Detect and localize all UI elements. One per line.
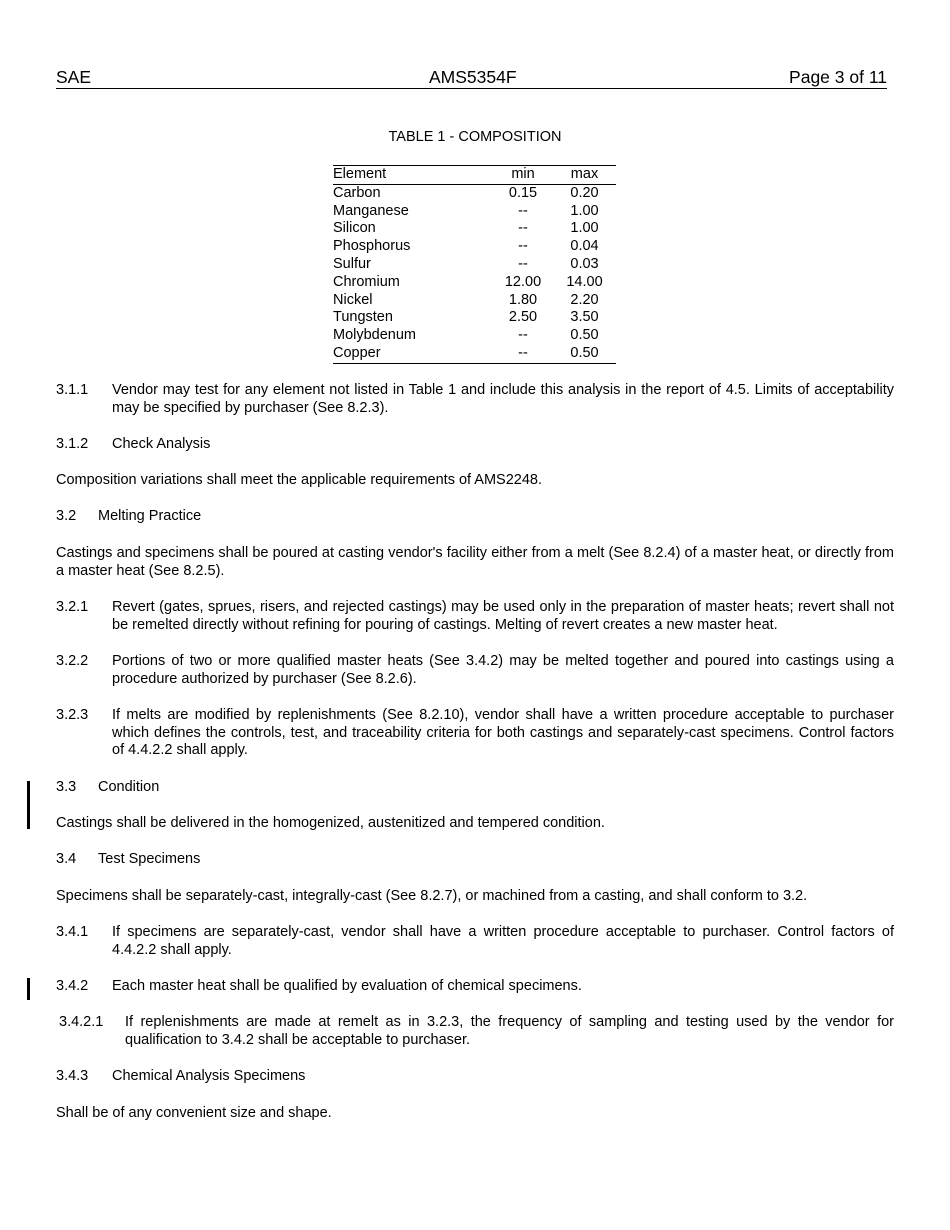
cell-min: 12.00 <box>504 273 542 290</box>
revision-change-bar <box>27 978 30 1000</box>
cell-min: 1.80 <box>508 291 538 308</box>
table-row <box>333 309 616 327</box>
section-text: If specimens are separately-cast, vendor shall have a written procedure acceptable to purchaser. Control factors of 4.4.2.2 shall apply. <box>112 924 894 958</box>
cell-max: 14.00 <box>566 273 603 290</box>
section-title: Condition <box>98 779 160 795</box>
cell-min: 0.15 <box>508 184 538 201</box>
section-heading-3-1-2 <box>56 436 210 454</box>
cell-min: -- <box>518 202 528 219</box>
table-row <box>333 345 616 363</box>
section-text: Each master heat shall be qualified by evaluation of chemical specimens. <box>112 978 582 994</box>
cell-max: 3.50 <box>570 309 599 326</box>
section-heading-3-4-3 <box>56 1068 305 1086</box>
cell-max: 0.20 <box>570 184 599 201</box>
section-3-4-2 <box>56 978 894 996</box>
section-3-2-2 <box>56 653 894 688</box>
section-heading-3-3 <box>56 779 159 797</box>
cell-element: Carbon <box>333 184 381 201</box>
section-text: Portions of two or more qualified master heats (See 3.4.2) may be melted together and poured into castings using a procedure authorized by purchaser (See 8.2.6). <box>112 653 894 687</box>
section-3-2-3 <box>56 707 894 760</box>
cell-min: 2.50 <box>508 309 538 326</box>
table-header-row <box>333 166 616 185</box>
section-number: 3.2.2 <box>56 653 89 669</box>
cell-element: Manganese <box>333 202 409 219</box>
paragraph-test-specimens: Specimens shall be separately-cast, integrally-cast (See 8.2.7), or machined from a casting, and shall conform to 3.2. <box>56 888 808 904</box>
table-row <box>333 274 616 292</box>
section-3-2-1 <box>56 599 894 634</box>
cell-max: 0.50 <box>570 344 599 361</box>
cell-element: Copper <box>333 344 381 361</box>
paragraph-chemical-analysis-specimens: Shall be of any convenient size and shape. <box>56 1105 332 1121</box>
cell-min: -- <box>518 344 528 361</box>
cell-element: Chromium <box>333 273 400 290</box>
paragraph-melting-practice: Castings and specimens shall be poured at casting vendor's facility either from a melt (See 8.2.4) of a master heat, or directly from a master heat (See 8.2.5). <box>56 545 894 579</box>
table-row <box>333 203 616 221</box>
section-number: 3.4.3 <box>56 1068 89 1084</box>
table-row <box>333 220 616 238</box>
table-row <box>333 184 616 202</box>
cell-element: Molybdenum <box>333 327 417 344</box>
section-title: Test Specimens <box>98 851 201 867</box>
cell-max: 0.50 <box>570 327 599 344</box>
section-number: 3.1.1 <box>56 382 89 398</box>
cell-min: -- <box>518 238 528 255</box>
section-number: 3.1.2 <box>56 436 89 452</box>
section-number: 3.2.1 <box>56 599 89 615</box>
section-title: Chemical Analysis Specimens <box>112 1068 306 1084</box>
section-number: 3.4.1 <box>56 924 89 940</box>
revision-change-bar <box>27 781 30 829</box>
section-number: 3.4.2.1 <box>59 1014 104 1030</box>
section-number: 3.2 <box>56 508 77 524</box>
section-3-4-1 <box>56 924 894 959</box>
header-doc-id: AMS5354F <box>429 67 517 87</box>
section-text: Vendor may test for any element not listed in Table 1 and include this analysis in the report of 4.5. Limits of acceptability may be specified by purchaser (See 8.2.3). <box>112 382 894 416</box>
section-3-4-2-1 <box>56 1014 894 1049</box>
paragraph-check-analysis: Composition variations shall meet the applicable requirements of AMS2248. <box>56 472 543 488</box>
cell-max: 1.00 <box>570 202 599 219</box>
section-3-1-1 <box>56 382 894 417</box>
cell-min: -- <box>518 327 528 344</box>
cell-max: 0.03 <box>570 255 599 272</box>
section-text: If replenishments are made at remelt as in 3.2.3, the frequency of sampling and testing used by the vendor for qualification to 3.4.2 shall be acceptable to purchaser. <box>125 1014 894 1048</box>
section-text: If melts are modified by replenishments (See 8.2.10), vendor shall have a written procedure acceptable to purchaser which defines the controls, test, and traceability criteria for both castings and separately-cast specimens. Control factors of 4.4.2.2 shall apply. <box>112 707 894 758</box>
cell-element: Nickel <box>333 291 373 308</box>
column-header-element: Element <box>333 166 493 185</box>
section-number: 3.3 <box>56 779 77 795</box>
section-heading-3-4 <box>56 851 200 869</box>
cell-max: 0.04 <box>570 238 599 255</box>
header-page-number: Page 3 of 11 <box>789 67 887 87</box>
cell-max: 1.00 <box>570 220 599 237</box>
table-row <box>333 292 616 310</box>
composition-table <box>333 165 616 364</box>
cell-element: Tungsten <box>333 309 393 326</box>
table-row <box>333 327 616 345</box>
section-number: 3.4.2 <box>56 978 89 994</box>
page-header <box>56 66 887 89</box>
header-org: SAE <box>56 67 92 87</box>
column-header-min: min <box>493 166 553 185</box>
cell-min: -- <box>518 220 528 237</box>
cell-min: -- <box>518 255 528 272</box>
table-row <box>333 256 616 274</box>
cell-max: 2.20 <box>570 291 599 308</box>
column-header-max: max <box>553 166 616 185</box>
cell-element: Sulfur <box>333 255 371 272</box>
table-row <box>333 238 616 256</box>
section-number: 3.2.3 <box>56 707 89 723</box>
section-title: Check Analysis <box>112 436 211 452</box>
section-heading-3-2 <box>56 508 201 526</box>
table-title: TABLE 1 - COMPOSITION <box>388 129 562 145</box>
section-number: 3.4 <box>56 851 77 867</box>
section-title: Melting Practice <box>98 508 202 524</box>
cell-element: Phosphorus <box>333 238 411 255</box>
cell-element: Silicon <box>333 220 376 237</box>
paragraph-condition: Castings shall be delivered in the homogenized, austenitized and tempered condition. <box>56 815 605 831</box>
section-text: Revert (gates, sprues, risers, and rejected castings) may be used only in the preparation of master heats; revert shall not be remelted directly without refining for pouring of castings. Melting of revert creates a new master heat. <box>112 599 894 633</box>
